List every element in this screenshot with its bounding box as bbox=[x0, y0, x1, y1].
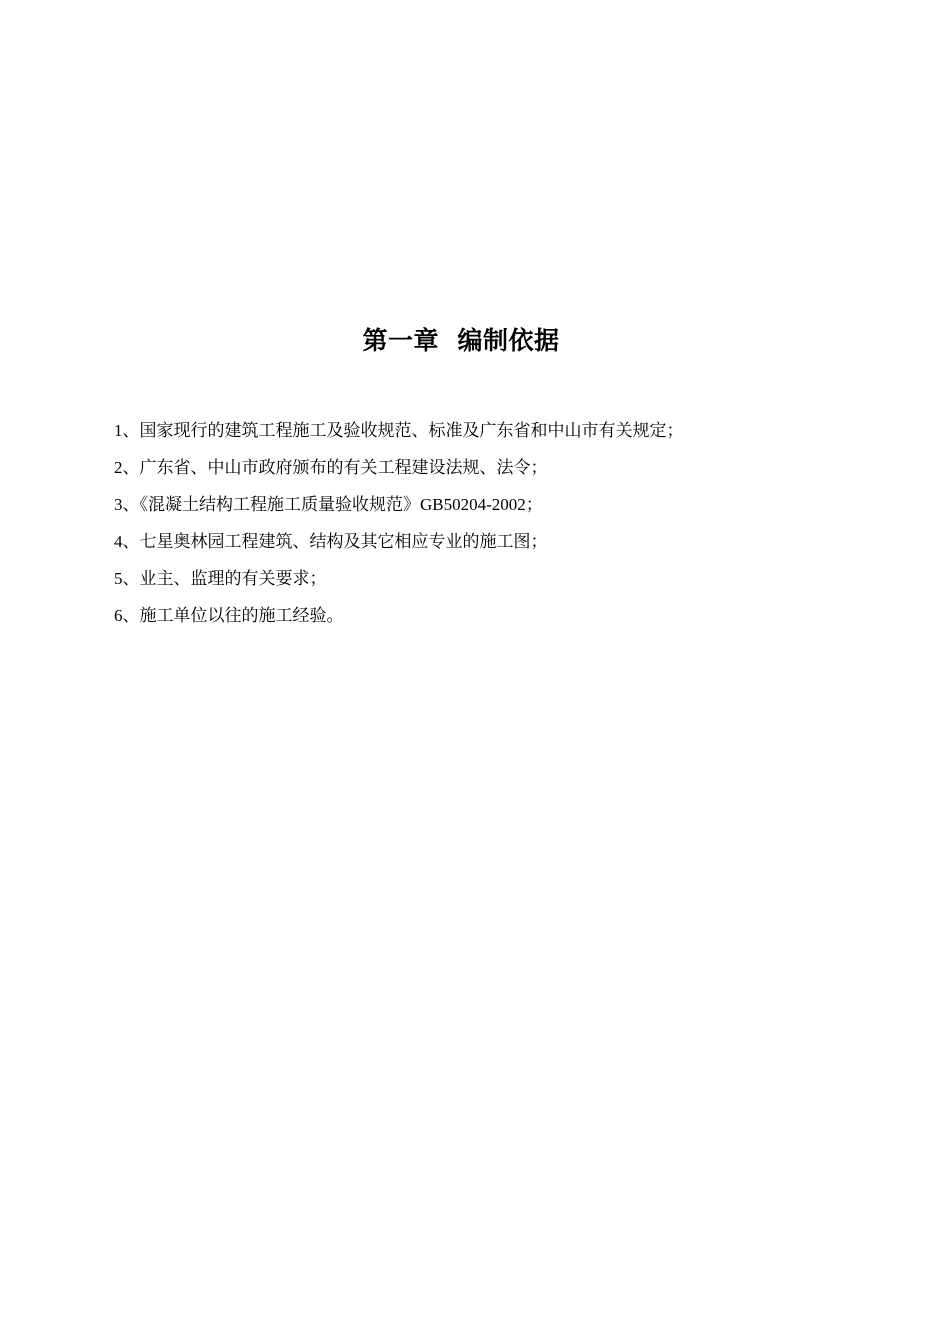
basis-item-1: 1、国家现行的建筑工程施工及验收规范、标准及广东省和中山市有关规定； bbox=[114, 421, 684, 440]
basis-item-5: 5、业主、监理的有关要求； bbox=[114, 569, 327, 588]
basis-item-6: 6、施工单位以往的施工经验。 bbox=[114, 606, 344, 625]
basis-item-4: 4、七星奥林园工程建筑、结构及其它相应专业的施工图； bbox=[114, 532, 548, 551]
basis-item-2: 2、广东省、中山市政府颁布的有关工程建设法规、法令； bbox=[114, 458, 548, 477]
basis-item-3: 3、《混凝土结构工程施工质量验收规范》GB50204-2002； bbox=[114, 495, 543, 514]
basis-list bbox=[114, 412, 874, 634]
chapter-title: 第一章 编制依据 bbox=[362, 326, 560, 355]
